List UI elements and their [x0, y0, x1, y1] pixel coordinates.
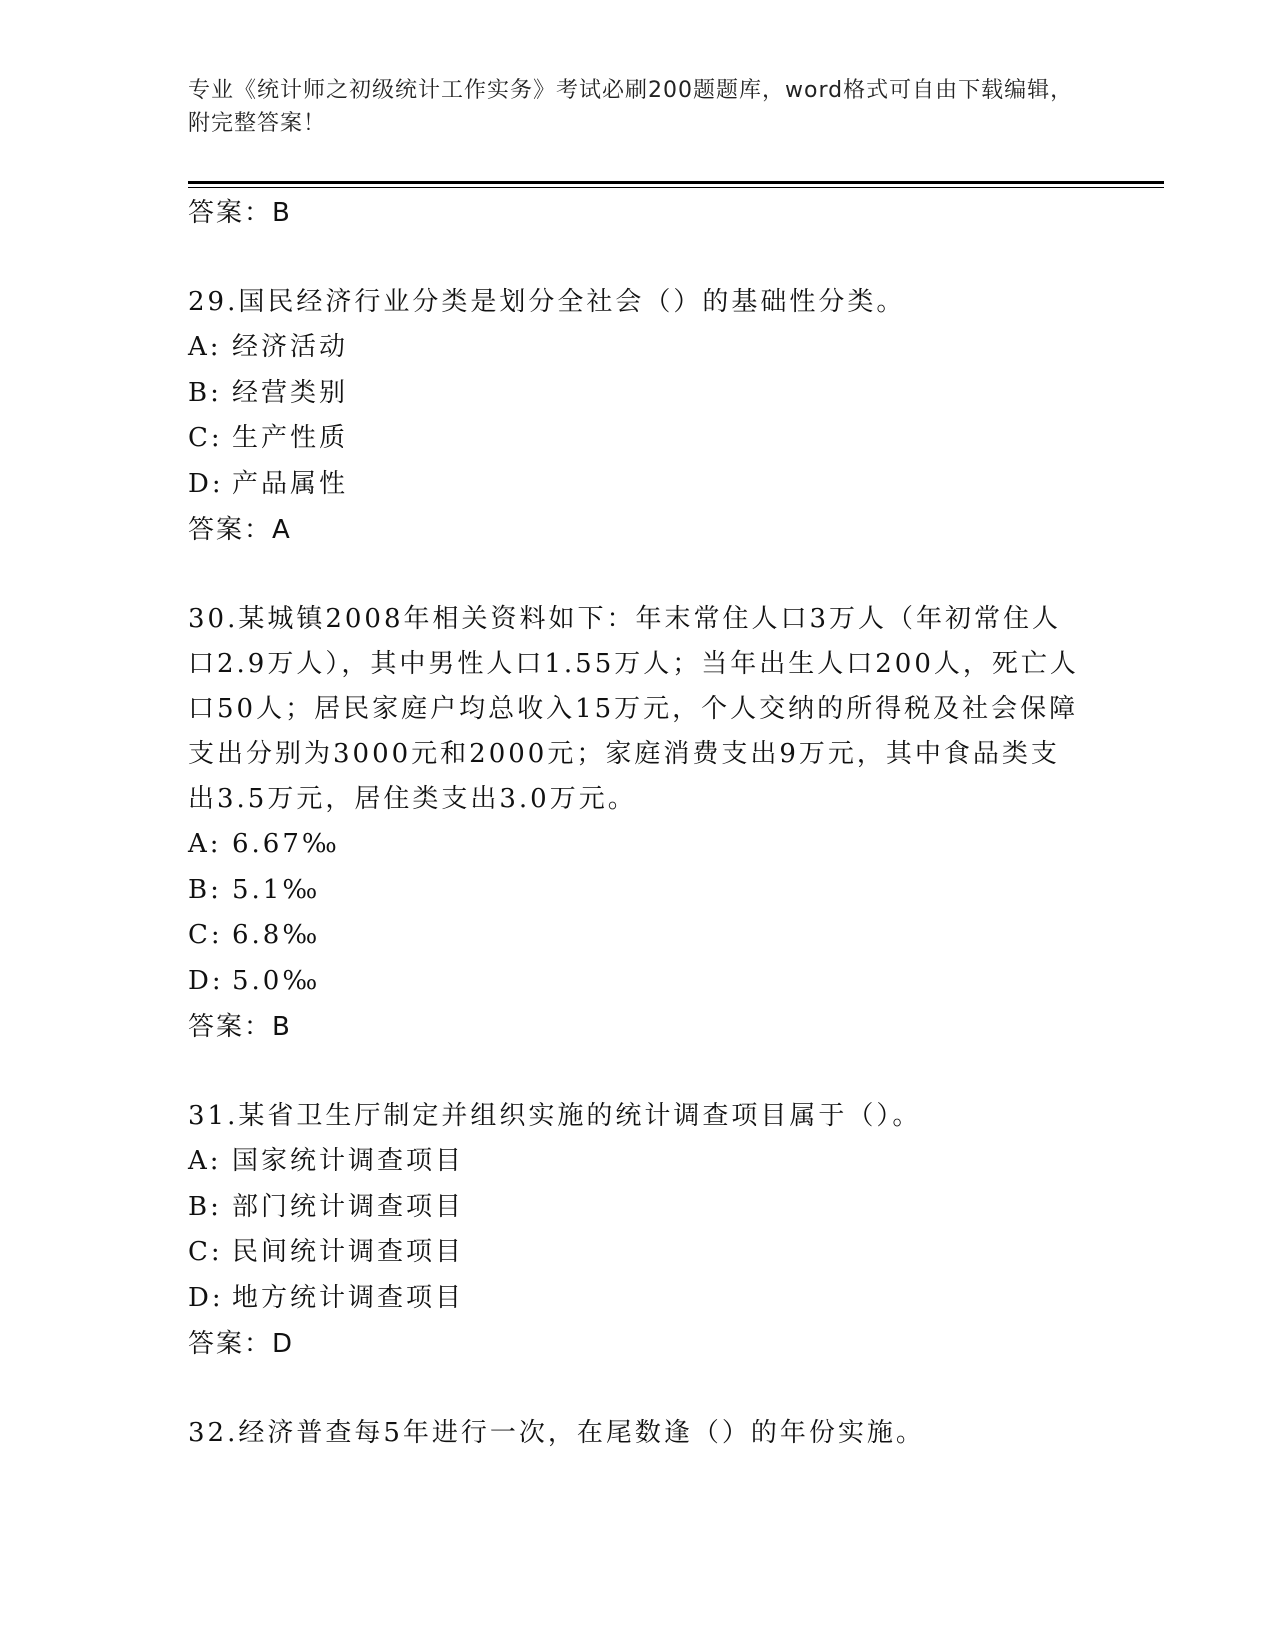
option-key: D:	[188, 965, 224, 996]
option-text: 部门统计调查项目	[232, 1191, 465, 1222]
option-key: A:	[188, 1146, 222, 1176]
option-d	[188, 959, 1088, 1005]
option-text: 地方统计调查项目	[232, 1282, 465, 1313]
option-key: B:	[188, 1191, 222, 1222]
header-rule	[188, 181, 1164, 184]
document-body	[188, 190, 1088, 1456]
option-b	[188, 371, 1088, 417]
option-d	[188, 462, 1088, 508]
option-text: 民间统计调查项目	[232, 1237, 465, 1267]
option-key: A:	[188, 332, 222, 362]
option-text: 6.8‰	[232, 920, 321, 950]
option-key: C:	[188, 423, 223, 453]
option-c	[188, 913, 1088, 959]
option-key: C:	[188, 1237, 223, 1267]
option-d	[188, 1276, 1088, 1322]
previous-answer: 答案：B	[188, 198, 292, 228]
question-stem: 32.经济普查每5年进行一次，在尾数逢（）的年份实施。	[188, 1418, 925, 1448]
option-key: B:	[188, 874, 222, 905]
page-header: 专业《统计师之初级统计工作实务》考试必刷200题题库，word格式可自由下载编辑，附完整答案！	[188, 78, 1074, 136]
option-b	[188, 1185, 1088, 1231]
option-c	[188, 416, 1088, 462]
option-b	[188, 868, 1088, 914]
question-30	[188, 597, 1088, 1050]
option-text: 生产性质	[232, 423, 349, 453]
question-answer: 答案：B	[188, 1012, 292, 1042]
option-text: 6.67‰	[232, 829, 340, 859]
option-key: C:	[188, 920, 223, 950]
option-text: 5.0‰	[232, 965, 321, 996]
question-29	[188, 280, 1088, 553]
option-text: 产品属性	[232, 468, 349, 499]
question-32	[188, 1411, 1088, 1456]
option-text: 经济活动	[232, 332, 349, 362]
option-a	[188, 325, 1088, 371]
option-key: D:	[188, 1282, 224, 1313]
header-rule-thin	[188, 187, 1164, 188]
option-text: 5.1‰	[232, 874, 321, 905]
option-key: D:	[188, 468, 224, 499]
question-stem: 30.某城镇2008年相关资料如下：年末常住人口3万人（年初常住人口2.9万人），其中男性人口1.55万人；当年出生人口200人，死亡人口50人；居民家庭户均总收入15万元，个人交纳的所得税及社会保障支出分别为3000元和2000元；家庭消费支出9万元，其中食品类支出3.5万元，居住类支出3.0万元。	[188, 604, 1079, 814]
question-stem: 31.某省卫生厅制定并组织实施的统计调查项目属于（）。	[188, 1101, 922, 1131]
option-a	[188, 1139, 1088, 1185]
question-stem: 29.国民经济行业分类是划分全社会（）的基础性分类。	[188, 287, 906, 317]
option-c	[188, 1230, 1088, 1276]
question-answer: 答案：D	[188, 1329, 295, 1359]
option-key: B:	[188, 377, 222, 408]
option-text: 国家统计调查项目	[232, 1146, 465, 1176]
question-answer: 答案：A	[188, 515, 292, 545]
option-a	[188, 822, 1088, 868]
option-text: 经营类别	[232, 377, 349, 408]
question-31	[188, 1094, 1088, 1367]
option-key: A:	[188, 829, 222, 859]
